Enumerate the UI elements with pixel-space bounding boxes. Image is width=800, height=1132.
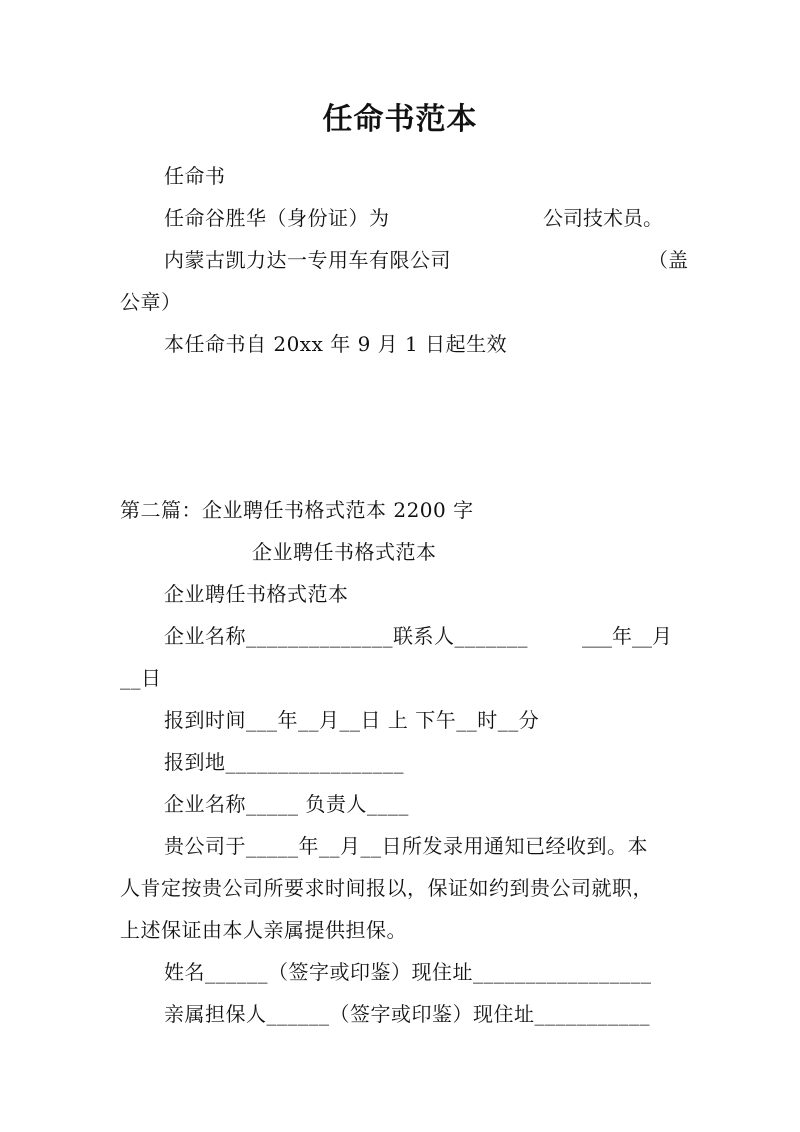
report-place-line: 报到地_________________	[164, 750, 404, 774]
seal-note: （盖	[648, 248, 688, 272]
seal-note-continued: 公章）	[120, 290, 182, 314]
document-title: 任命书范本	[322, 102, 478, 137]
appointment-position: 公司技术员。	[543, 206, 663, 230]
company-name: 内蒙古凯力达一专用车有限公司	[164, 248, 451, 272]
guarantor-line: 亲属担保人______（签字或印鉴）现住址___________	[164, 1002, 650, 1026]
date-blank-continued: __日	[120, 666, 162, 690]
signature-name-line: 姓名______（签字或印鉴）现住址_________________	[164, 960, 652, 984]
company-contact-line: 企业名称______________联系人_______	[164, 624, 528, 648]
date-blank: ___年__月	[582, 624, 672, 648]
chapter-heading: 第二篇：企业聘任书格式范本 2200 字	[120, 498, 474, 522]
center-title: 企业聘任书格式范本	[252, 540, 437, 564]
effective-date: 本任命书自 20xx 年 9 月 1 日起生效	[164, 332, 508, 356]
appointment-text: 任命谷胜华（身份证）为	[164, 206, 390, 230]
paragraph-line: 人肯定按贵公司所要求时间报以，保证如约到贵公司就职，	[120, 876, 653, 900]
paragraph-line: 贵公司于_____年__月__日所发录用通知已经收到。本	[164, 834, 648, 858]
paragraph-line: 上述保证由本人亲属提供担保。	[120, 918, 407, 942]
section-heading: 任命书	[164, 164, 226, 188]
report-time-line: 报到时间___年__月__日 上 下午__时__分	[164, 708, 540, 732]
company-head-line: 企业名称_____ 负责人____	[164, 792, 409, 816]
sub-title: 企业聘任书格式范本	[164, 582, 349, 606]
